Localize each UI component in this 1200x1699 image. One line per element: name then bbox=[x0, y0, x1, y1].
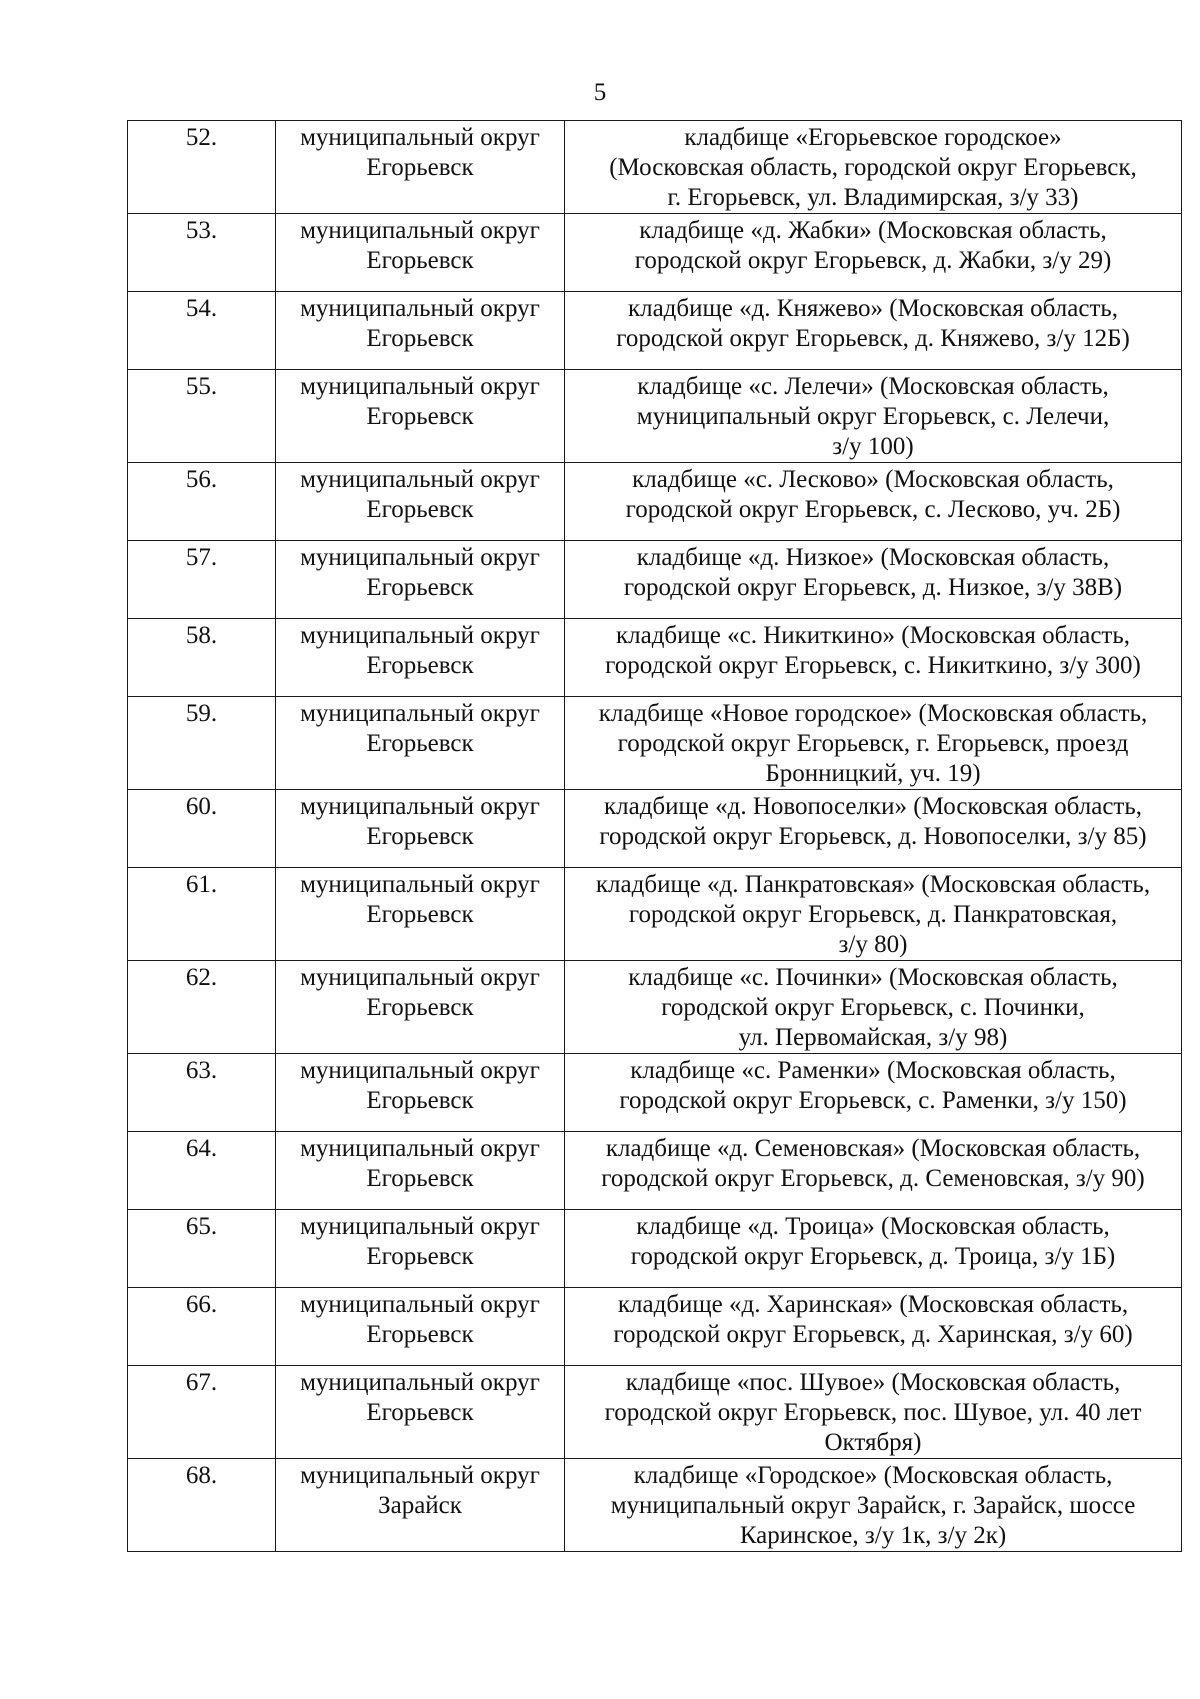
district-cell bbox=[276, 541, 565, 619]
district-line: муниципальный округ bbox=[300, 373, 540, 400]
table-row bbox=[128, 541, 1182, 619]
table-row bbox=[128, 619, 1182, 697]
district-line: Егорьевск bbox=[366, 1087, 474, 1114]
district-line: Зарайск bbox=[378, 1492, 462, 1519]
district-cell bbox=[276, 463, 565, 541]
row-number-cell bbox=[128, 1288, 276, 1366]
row-number-cell bbox=[128, 463, 276, 541]
cemetery-description-line: (Московская область, городской округ Егорьевск, bbox=[609, 154, 1137, 181]
cemetery-description-cell bbox=[565, 619, 1182, 697]
district-line: муниципальный округ bbox=[300, 1057, 540, 1084]
district-cell bbox=[276, 1054, 565, 1132]
cemetery-description-cell bbox=[565, 1132, 1182, 1210]
cemetery-description-line: кладбище «с. Починки» (Московская область, bbox=[628, 964, 1118, 991]
cemetery-description-cell bbox=[565, 463, 1182, 541]
cemetery-description-cell bbox=[565, 697, 1182, 790]
cemetery-description-line: з/у 80) bbox=[838, 931, 908, 958]
district-cell bbox=[276, 1210, 565, 1288]
row-number-cell bbox=[128, 1459, 276, 1552]
row-number: 52. bbox=[185, 124, 218, 151]
cemetery-description-line: Каринское, з/у 1к, з/у 2к) bbox=[739, 1522, 1007, 1549]
district-cell bbox=[276, 121, 565, 214]
district-cell bbox=[276, 790, 565, 868]
cemetery-description-cell bbox=[565, 541, 1182, 619]
district-line: муниципальный округ bbox=[300, 622, 540, 649]
table-row bbox=[128, 1054, 1182, 1132]
district-line: Егорьевск bbox=[366, 901, 474, 928]
district-line: муниципальный округ bbox=[300, 544, 540, 571]
table-row bbox=[128, 868, 1182, 961]
cemetery-description-line: кладбище «д. Новопоселки» (Московская область, bbox=[603, 793, 1143, 820]
row-number-cell bbox=[128, 292, 276, 370]
cemetery-description-line: городской округ Егорьевск, д. Низкое, з/у 38В) bbox=[623, 574, 1123, 601]
row-number: 68. bbox=[185, 1462, 218, 1489]
district-line: Егорьевск bbox=[366, 1321, 474, 1348]
district-line: Егорьевск bbox=[366, 823, 474, 850]
table-row bbox=[128, 790, 1182, 868]
cemetery-table bbox=[127, 120, 1182, 1552]
cemetery-description-line: г. Егорьевск, ул. Владимирская, з/у 33) bbox=[667, 184, 1079, 211]
district-line: муниципальный округ bbox=[300, 1369, 540, 1396]
cemetery-description-line: городской округ Егорьевск, д. Харинская, з/у 60) bbox=[613, 1321, 1133, 1348]
table-row bbox=[128, 1288, 1182, 1366]
cemetery-description-cell bbox=[565, 121, 1182, 214]
table-row bbox=[128, 1132, 1182, 1210]
district-cell bbox=[276, 1459, 565, 1552]
district-cell bbox=[276, 1132, 565, 1210]
cemetery-description-cell bbox=[565, 1366, 1182, 1459]
table-row bbox=[128, 463, 1182, 541]
row-number: 65. bbox=[185, 1213, 218, 1240]
row-number-cell bbox=[128, 1366, 276, 1459]
district-line: Егорьевск bbox=[366, 574, 474, 601]
cemetery-description-line: кладбище «Новое городское» (Московская область, bbox=[598, 700, 1148, 727]
cemetery-description-line: городской округ Егорьевск, д. Жабки, з/у 29) bbox=[634, 247, 1112, 274]
cemetery-description-line: городской округ Егорьевск, с. Лесково, уч. 2Б) bbox=[625, 496, 1121, 523]
cemetery-description-line: городской округ Егорьевск, пос. Шувое, ул. 40 лет bbox=[604, 1399, 1142, 1426]
district-line: муниципальный округ bbox=[300, 1462, 540, 1489]
cemetery-description-cell bbox=[565, 292, 1182, 370]
row-number-cell bbox=[128, 1054, 276, 1132]
district-line: муниципальный округ bbox=[300, 1213, 540, 1240]
cemetery-description-line: кладбище «с. Лесково» (Московская область, bbox=[632, 466, 1114, 493]
cemetery-description-line: кладбище «с. Никиткино» (Московская область, bbox=[615, 622, 1130, 649]
table-row bbox=[128, 121, 1182, 214]
cemetery-description-line: кладбище «пос. Шувое» (Московская область, bbox=[625, 1369, 1121, 1396]
table-row bbox=[128, 292, 1182, 370]
row-number: 54. bbox=[185, 295, 218, 322]
row-number: 67. bbox=[185, 1369, 218, 1396]
table-body bbox=[128, 121, 1182, 1552]
table-row bbox=[128, 1459, 1182, 1552]
cemetery-description-line: кладбище «д. Низкое» (Московская область, bbox=[636, 544, 1110, 571]
row-number-cell bbox=[128, 1132, 276, 1210]
cemetery-description-line: кладбище «д. Жабки» (Московская область, bbox=[639, 217, 1107, 244]
cemetery-description-line: кладбище «д. Семеновская» (Московская область, bbox=[605, 1135, 1141, 1162]
district-line: муниципальный округ bbox=[300, 700, 540, 727]
cemetery-description-line: ул. Первомайская, з/у 98) bbox=[738, 1024, 1008, 1051]
cemetery-description-line: кладбище «д. Троица» (Московская область, bbox=[636, 1213, 1110, 1240]
district-line: Егорьевск bbox=[366, 994, 474, 1021]
cemetery-description-cell bbox=[565, 370, 1182, 463]
cemetery-description-line: городской округ Егорьевск, д. Новопоселки, з/у 85) bbox=[599, 823, 1147, 850]
district-line: Егорьевск bbox=[366, 496, 474, 523]
row-number-cell bbox=[128, 868, 276, 961]
district-line: муниципальный округ bbox=[300, 1135, 540, 1162]
district-line: муниципальный округ bbox=[300, 295, 540, 322]
row-number-cell bbox=[128, 541, 276, 619]
cemetery-description-line: городской округ Егорьевск, с. Починки, bbox=[661, 994, 1085, 1021]
cemetery-description-line: кладбище «с. Раменки» (Московская область, bbox=[630, 1057, 1116, 1084]
district-line: Егорьевск bbox=[366, 1243, 474, 1270]
cemetery-description-cell bbox=[565, 1054, 1182, 1132]
row-number: 64. bbox=[185, 1135, 218, 1162]
district-line: Егорьевск bbox=[366, 1399, 474, 1426]
cemetery-description-cell bbox=[565, 1288, 1182, 1366]
cemetery-description-line: городской округ Егорьевск, с. Никиткино, з/у 300) bbox=[605, 652, 1141, 679]
cemetery-description-line: кладбище «д. Княжево» (Московская область, bbox=[627, 295, 1119, 322]
row-number-cell bbox=[128, 214, 276, 292]
cemetery-description-line: городской округ Егорьевск, д. Княжево, з/у 12Б) bbox=[616, 325, 1130, 352]
row-number-cell bbox=[128, 1210, 276, 1288]
cemetery-description-line: кладбище «д. Харинская» (Московская область, bbox=[617, 1291, 1129, 1318]
row-number-cell bbox=[128, 121, 276, 214]
district-cell bbox=[276, 619, 565, 697]
cemetery-description-line: городской округ Егорьевск, д. Троица, з/у 1Б) bbox=[630, 1243, 1116, 1270]
row-number: 60. bbox=[185, 793, 218, 820]
district-cell bbox=[276, 1288, 565, 1366]
table-row bbox=[128, 214, 1182, 292]
row-number: 53. bbox=[185, 217, 218, 244]
cemetery-description-cell bbox=[565, 1210, 1182, 1288]
table-row bbox=[128, 1366, 1182, 1459]
row-number-cell bbox=[128, 619, 276, 697]
cemetery-description-line: кладбище «с. Лелечи» (Московская область, bbox=[637, 373, 1109, 400]
district-line: Егорьевск bbox=[366, 247, 474, 274]
district-line: Егорьевск bbox=[366, 652, 474, 679]
cemetery-description-line: городской округ Егорьевск, д. Семеновская, з/у 90) bbox=[601, 1165, 1145, 1192]
cemetery-description-cell bbox=[565, 214, 1182, 292]
district-line: Егорьевск bbox=[366, 730, 474, 757]
table-row bbox=[128, 961, 1182, 1054]
row-number-cell bbox=[128, 790, 276, 868]
row-number: 63. bbox=[185, 1057, 218, 1084]
district-cell bbox=[276, 214, 565, 292]
cemetery-description-cell bbox=[565, 961, 1182, 1054]
table-row bbox=[128, 1210, 1182, 1288]
district-cell bbox=[276, 292, 565, 370]
cemetery-description-line: кладбище «Егорьевское городское» bbox=[684, 124, 1062, 151]
row-number: 59. bbox=[185, 700, 218, 727]
cemetery-description-line: кладбище «Городское» (Московская область, bbox=[633, 1462, 1113, 1489]
cemetery-description-line: кладбище «д. Панкратовская» (Московская область, bbox=[595, 871, 1151, 898]
district-line: муниципальный округ bbox=[300, 1291, 540, 1318]
row-number-cell bbox=[128, 697, 276, 790]
cemetery-description-cell bbox=[565, 868, 1182, 961]
table-row bbox=[128, 697, 1182, 790]
district-line: Егорьевск bbox=[366, 1165, 474, 1192]
district-line: муниципальный округ bbox=[300, 964, 540, 991]
cemetery-description-line: Бронницкий, уч. 19) bbox=[765, 760, 981, 787]
district-cell bbox=[276, 370, 565, 463]
page-number: 5 bbox=[593, 79, 607, 106]
district-line: муниципальный округ bbox=[300, 217, 540, 244]
table-row bbox=[128, 370, 1182, 463]
row-number: 56. bbox=[185, 466, 218, 493]
cemetery-description-line: муниципальный округ Зарайск, г. Зарайск, шоссе bbox=[610, 1492, 1136, 1519]
district-cell bbox=[276, 961, 565, 1054]
district-line: Егорьевск bbox=[366, 403, 474, 430]
district-cell bbox=[276, 868, 565, 961]
district-line: муниципальный округ bbox=[300, 793, 540, 820]
row-number: 62. bbox=[185, 964, 218, 991]
row-number-cell bbox=[128, 961, 276, 1054]
district-line: Егорьевск bbox=[366, 154, 474, 181]
cemetery-description-line: Октября) bbox=[824, 1429, 922, 1456]
row-number: 57. bbox=[185, 544, 218, 571]
cemetery-description-line: городской округ Егорьевск, д. Панкратовская, bbox=[628, 901, 1118, 928]
district-line: муниципальный округ bbox=[300, 466, 540, 493]
district-line: муниципальный округ bbox=[300, 124, 540, 151]
district-line: Егорьевск bbox=[366, 325, 474, 352]
cemetery-description-line: городской округ Егорьевск, г. Егорьевск, проезд bbox=[617, 730, 1129, 757]
row-number: 55. bbox=[185, 373, 218, 400]
district-cell bbox=[276, 1366, 565, 1459]
cemetery-description-line: городской округ Егорьевск, с. Раменки, з/у 150) bbox=[619, 1087, 1127, 1114]
row-number: 58. bbox=[185, 622, 218, 649]
cemetery-description-cell bbox=[565, 790, 1182, 868]
row-number: 61. bbox=[185, 871, 218, 898]
row-number: 66. bbox=[185, 1291, 218, 1318]
cemetery-description-cell bbox=[565, 1459, 1182, 1552]
district-cell bbox=[276, 697, 565, 790]
district-line: муниципальный округ bbox=[300, 871, 540, 898]
cemetery-description-line: з/у 100) bbox=[832, 433, 914, 460]
cemetery-description-line: муниципальный округ Егорьевск, с. Лелечи, bbox=[636, 403, 1110, 430]
row-number-cell bbox=[128, 370, 276, 463]
